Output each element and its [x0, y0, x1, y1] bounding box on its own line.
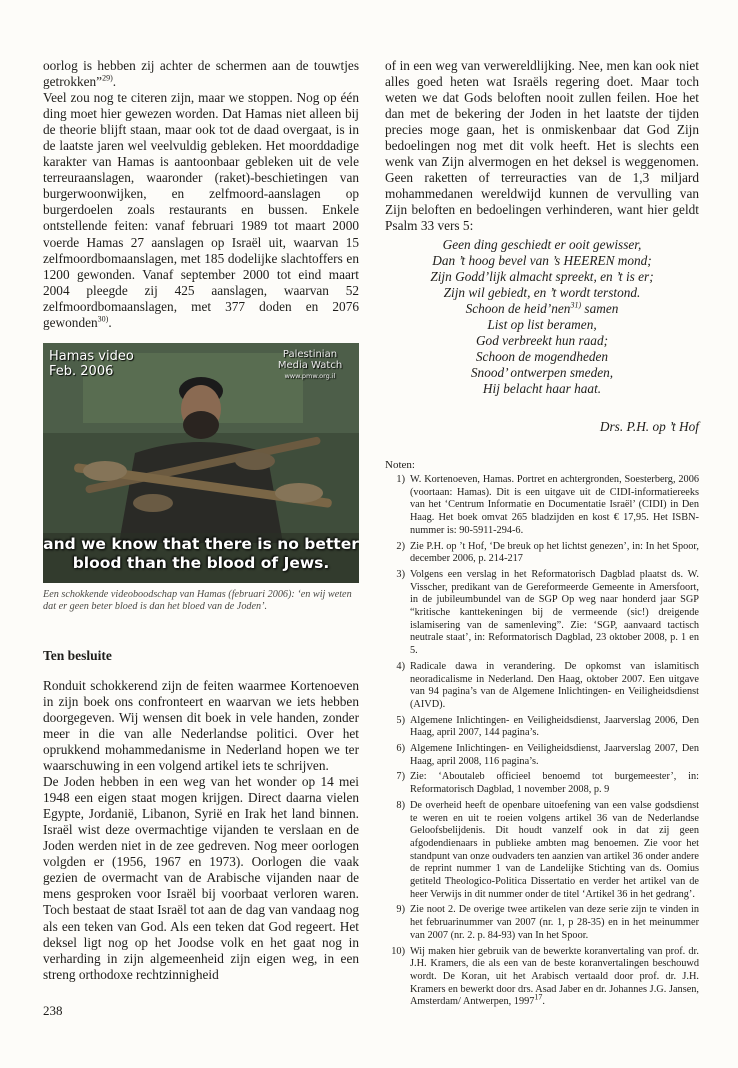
body-paragraph: oorlog is hebben zij achter de schermen aan de touwtjes getrokken”$^{29)}$. — [43, 58, 359, 90]
poem-line: God verbreekt hun raad; — [475, 332, 609, 348]
video-source-label: Hamas video Feb. 2006 — [49, 348, 134, 379]
body-paragraph: De Joden hebben in een weg van het wonder op 14 mei 1948 een eigen staat mogen krijgen. Direct daarna vielen Egypte, Jordanië, Libanon, Syrië en Irak het land binnen. Israël wist deze overmachtige vijanden te verslaan en de Joden werden niet in de zee gedreven. Nog meer oorlogen volgden er (1956, 1967 en 1973). Oorlogen die vaak gezien de overmacht van de Arabische vijanden naar de mens gesproken voor Israël bij voorbaat verloren waren. Toch bestaat de staat Israël tot aan de dag van vandaag nog als een teken van God. Als een teken dat God regeert. Het deksel ligt nog op het Joodse volk en het gaat nog in verharding in zijn algemeenheid zijn eigen weg, in een streng orthodoxe rechtzinnigheid — [43, 774, 359, 982]
section-heading: Ten besluite — [43, 647, 112, 663]
page-number: 238 — [43, 1003, 63, 1018]
poem-line: Schoon de heid’nen$^{31)}$ samen — [465, 300, 619, 316]
footnote-item: 9) Zie noot 2. De overige twee artikelen van deze serie zijn te vinden in het februarinummer van 2007 (nr. 1, p 28-35) en in het meinummer van 2007 (nr. 2. p. 84-93) van In het Spoor. — [396, 904, 699, 941]
footnote-item: 10) Wij maken hier gebruik van de bewerkte koranvertaling van prof. dr. J.H. Kramers, die als een van de beste koranvertalingen beschouwd wordt. De Koran, uit het Arabisch vertaald door prof. dr. J.H. Kramers en bewerkt door drs. Asad Jaber en dr. Johannes J.G. Jansen, Amsterdam/ Antwerpen, 1997$^{17}$. — [391, 945, 699, 1008]
body-paragraph: Ronduit schokkerend zijn de feiten waarmee Kortenoeven in zijn boek ons confronteert en waarvan we iets hebben doorgegeven. Wij wensen dit boek in vele handen, zonder meer in die van alle Nederlandse politici. Over het oprukkend mohammedanisme in Nederland hopen we ter waarschuwing in een volgend artikel iets te schrijven. — [43, 677, 359, 774]
psalm-quote — [385, 237, 699, 397]
footnote-item: 7) Zie: ‘Aboutaleb officieel benoemd tot burgemeester’, in: Reformatorisch Dagblad, 1 november 2008, p. 9 — [396, 771, 699, 796]
footnote-item: 2) Zie P.H. op ’t Hof, ‘De breuk op het lichtst genezen’, in: In het Spoor, december 2006, p. 214-217 — [396, 540, 699, 565]
poem-line: List op list beramen, — [487, 316, 597, 332]
poem-line: Hij belacht haar haat. — [482, 380, 602, 396]
right-column — [385, 58, 699, 1012]
notes-heading: Noten: — [385, 458, 415, 471]
footnote-item: 4) Radicale dawa in verandering. De opkomst van islamitisch neoradicalisme in Nederland. Den Haag, oktober 2007. Een uitgave van 94 pagina’s van de Algemene Inlichtingen- en Veiligheidsdienst (AIVD). — [396, 660, 699, 710]
footnote-ref[interactable]: 17 — [534, 992, 543, 1002]
poem-line: Dan ’t hoog bevel van ’s HEEREN mond; — [432, 252, 652, 268]
poem-line: Schoon de mogendheden — [475, 348, 609, 364]
left-column — [43, 58, 359, 983]
poem-line: Snood’ ontwerpen smeden, — [470, 364, 614, 380]
author-signature: Drs. P.H. op ’t Hof — [599, 418, 699, 434]
hamas-video-still — [43, 343, 359, 583]
footnote-item: 6) Algemene Inlichtingen- en Veiligheidsdienst, Jaarverslag 2007, Den Haag, april 2008, 116 pagina’s. — [396, 743, 699, 767]
pmw-logo: Palestinian Media Watch www.pmw.org.il — [277, 348, 343, 380]
footnote-ref[interactable]: 30) — [97, 314, 109, 324]
body-paragraph: Veel zou nog te citeren zijn, maar we stoppen. Nog op één ding moet hier gewezen worden. Dat Hamas niet alleen bij de theorie blijft staan, maar ook tot de daad overgaat, is in de laatste jaren wel veelvuldig gebleken. Het moorddadige karakter van Hamas is aantoonbaar gebleken uit de vele terreuraanslagen, waaronder (raket)-beschietingen van burgerwoonwijken, en zelfmoord-aanslagen op burgerdoelen zoals restaurants en bussen. Enkele ontstellende feiten: vanaf februari 1989 tot maart 2000 voerde Hamas 27 aanslagen op Israël uit, waarvan 15 zelfmoordbomaanslagen, met 185 dodelijke slachtoffers en 1200 gewonden. Vanaf september 2000 tot eind maart 2004 pleegde zij 425 aanslagen, waarvan 52 zelfmoordbomaanslagen, met 377 doden en 2076 gewonden$^{30)}$. — [43, 90, 359, 330]
poem-line: Geen ding geschiedt er ooit gewisser, — [442, 236, 642, 252]
footnote-item: 1) W. Kortenoeven, Hamas. Portret en achtergronden, Soesterberg, 2006 (voortaan: Hamas). Dit is een uitgave uit de CIDI-informatiereeks van het ‘Centrum Informatie en Documentatie Israël’ (CIDI) in Den Haag. Het boek omvat 265 bladzijden en kost € 17,95. Het ISBN-nummer is: 90-5911-294-6. — [396, 473, 699, 536]
paragraph-text: Veel zou nog te citeren zijn, maar we stoppen. Nog op één ding moet hier gewezen worden. Dat Hamas niet alleen bij de theorie blijft staan, maar ook tot de daad overgaat, is in de laatste jaren wel veelvuldig gebleken. Het moorddadige karakter van Hamas is aantoonbaar gebleken uit de vele terreuraanslagen, waaronder (raket)-beschietingen van burgerwoonwijken, en zelfmoord-aanslagen op burgerdoelen zoals restaurants en bussen. Enkele ontstellende feiten: vanaf februari 1989 tot maart 2000 voerde Hamas 27 aanslagen op Israël uit, waarvan 15 zelfmoordbomaanslagen, met 185 dodelijke slachtoffers en 1200 gewonden. Vanaf september 2000 tot eind maart 2004 pleegde zij 425 aanslagen, waarvan 52 zelfmoordbomaanslagen, met 377 doden en 2076 gewonden — [43, 90, 359, 330]
footnote-ref[interactable]: 29) — [102, 73, 113, 83]
footnote-item: 5) Algemene Inlichtingen- en Veiligheidsdienst, Jaarverslag 2006, Den Haag, april 2007, 144 pagina’s. — [396, 714, 699, 739]
figure-caption: Een schokkende videoboodschap van Hamas (februari 2006): ‘en wij weten dat er geen beter bloed is dan het bloed van de Joden’. — [43, 588, 352, 613]
body-paragraph: of in een weg van verwereldlijking. Nee, men kan ook niet alles goed heten wat Israëls regering doet. Maar toch weten we dat Gods beloften nooit zullen feilen. Hoe het dan met de bekering der Joden in het laatste der tijden precies moge gaan, het is onmiskenbaar dat God Zijn bedoelingen nog met dit volk heeft. Het is slechts een wenk van Zijn alvermogen en het deksel is weggenomen. Geen raketten of terreuracties van de 1,3 miljard mohammedanen wereldwijd kunnen de vervulling van Zijn beloften en bedoelingen verhinderen, want hier geldt Psalm 33 vers 5: — [385, 58, 699, 234]
poem-line: Zijn wil gebiedt, en ’t wordt terstond. — [443, 284, 641, 300]
video-subtitle: and we know that there is no better blood than the blood of Jews. — [43, 534, 359, 572]
footnote-item: 8) De overheid heeft de openbare uitoefening van een valse godsdienst te weren en uit te roeien volgens artikel 36 van de Nederlandse Geloofsbelijdenis. Dit houdt vanzelf ook in dat zij geen afgodendienaars in publieke ambten mag benoemen. Zie voor het standpunt van onze oudvaders ten aanzien van artikel 36 onder andere de reprint nummer 1 van de Landelijke Stichting van ds. Oomius getiteld Theologico-Politica Dissertatio en verder het artikel van de heer Verwijs in dit nummer onder de titel ‘Artikel 36 in het gedrang’. — [396, 799, 699, 900]
paragraph-text: oorlog is hebben zij achter de schermen aan de touwtjes getrokken” — [43, 58, 359, 90]
footnotes-list — [385, 474, 699, 1009]
poem-line: Zijn Godd’lijk almacht spreekt, en ’t is er; — [430, 268, 654, 284]
footnote-ref[interactable]: 31) — [570, 300, 582, 310]
footnote-item: 3) Volgens een verslag in het Reformatorisch Dagblad plaatst ds. W. Visscher, predikant van de Gereformeerde Gemeente in Amersfoort, in de jubileumbundel van de SGP Op weg naar honderd jaar SGP “kritische kanttekeningen bij de vermeende (sic!) dreigende islamisering van de samenleving”. Zie: ‘SGP, aanvaard tactisch neutrale staat’, in: Reformatorisch Dagblad, 23 oktober 2008, p. 1 en 5. — [396, 568, 699, 657]
